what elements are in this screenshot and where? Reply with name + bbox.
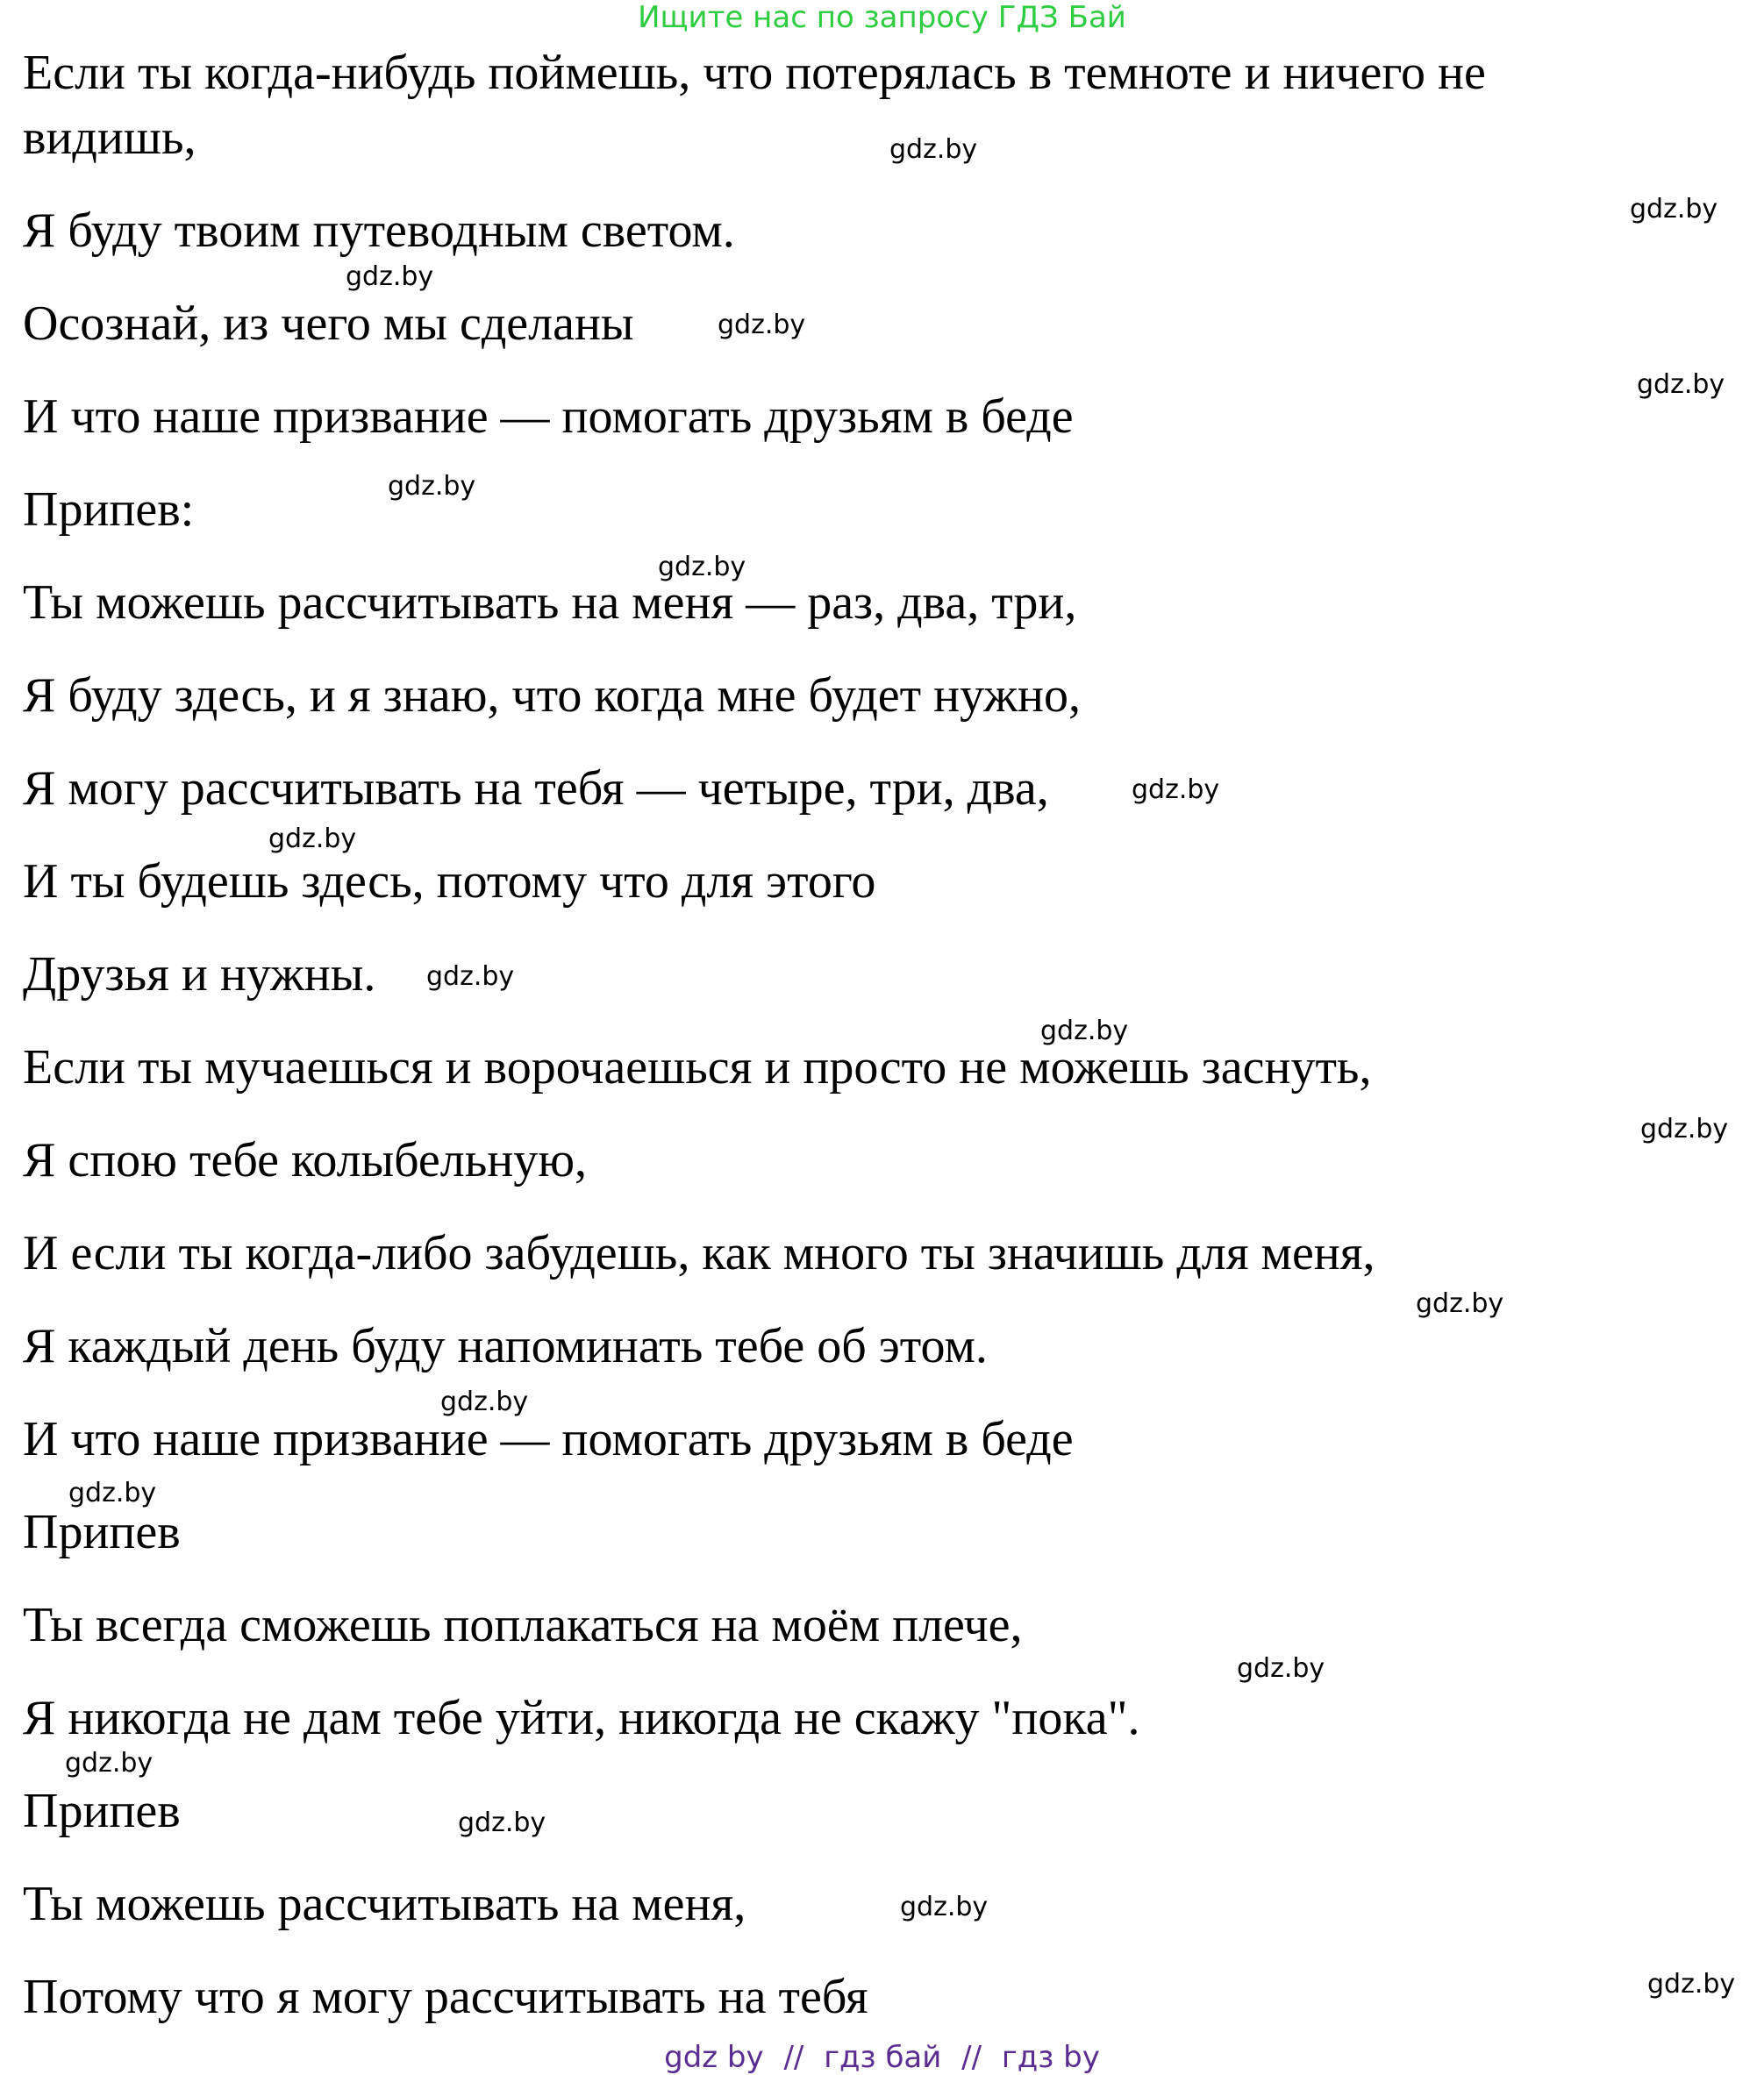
lyric-line: И ты будешь здесь, потому что для этого (23, 854, 876, 909)
watermark-text: gdz.by (1640, 1114, 1729, 1144)
watermark-text: gdz.by (268, 824, 357, 854)
lyric-line: Друзья и нужны. (23, 947, 376, 1002)
lyric-line: видишь, (23, 111, 196, 165)
footer-separator: // (783, 2040, 804, 2075)
lyric-line: Я могу рассчитывать на тебя — четыре, три, два, (23, 761, 1049, 816)
lyric-line: И что наше призвание — помогать друзьям в беде (23, 1412, 1074, 1466)
lyric-line: Ты всегда сможешь поплакаться на моём плече, (23, 1598, 1023, 1652)
lyric-line: Ты можешь рассчитывать на меня — раз, два, три, (23, 575, 1077, 630)
watermark-text: gdz.by (1416, 1288, 1504, 1319)
watermark-text: gdz.by (426, 961, 515, 992)
lyric-line: Я буду твоим путеводным светом. (23, 203, 735, 258)
footer-links (0, 2040, 1764, 2075)
watermark-text: gdz.by (900, 1892, 989, 1922)
footer-link-gdz-by-cyr[interactable]: гдз by (1001, 2040, 1100, 2075)
watermark-text: gdz.by (718, 310, 806, 340)
header-search-hint: Ищите нас по запросу ГДЗ Бай (638, 0, 1126, 35)
lyric-line: Осознай, из чего мы сделаны (23, 296, 634, 351)
lyric-line: И если ты когда-либо забудешь, как много ты значишь для меня, (23, 1226, 1375, 1280)
lyric-line: Припев (23, 1784, 181, 1838)
watermark-text: gdz.by (388, 471, 476, 502)
watermark-text: gdz.by (65, 1748, 154, 1779)
lyric-line: Если ты когда-нибудь поймешь, что потерялась в темноте и ничего не (23, 46, 1486, 100)
footer-separator: // (961, 2040, 982, 2075)
watermark-text: gdz.by (658, 552, 746, 582)
lyric-line: Я буду здесь, и я знаю, что когда мне будет нужно, (23, 668, 1082, 723)
watermark-text: gdz.by (1040, 1016, 1129, 1046)
lyric-line: Припев: (23, 482, 195, 537)
watermark-text: gdz.by (346, 261, 434, 292)
watermark-text: gdz.by (1637, 369, 1725, 400)
watermark-text: gdz.by (440, 1387, 529, 1417)
watermark-text: gdz.by (1647, 1969, 1736, 2000)
lyric-line: Припев (23, 1505, 181, 1559)
lyric-line: И что наше призвание — помогать друзьям в беде (23, 389, 1074, 444)
footer-link-gdz-bay[interactable]: гдз бай (824, 2040, 942, 2075)
lyric-line: Ты можешь рассчитывать на меня, (23, 1877, 746, 1931)
footer-link-gdz-by[interactable]: gdz by (664, 2040, 764, 2075)
watermark-text: gdz.by (1132, 774, 1220, 805)
lyric-line: Я спою тебе колыбельную, (23, 1133, 588, 1187)
lyric-line: Потому что я могу рассчитывать на тебя (23, 1970, 868, 2024)
watermark-text: gdz.by (889, 134, 978, 165)
lyric-line: Я никогда не дам тебе уйти, никогда не скажу "пока". (23, 1691, 1140, 1745)
watermark-text: gdz.by (68, 1478, 157, 1508)
watermark-text: gdz.by (1630, 194, 1718, 225)
watermark-text: gdz.by (1237, 1653, 1325, 1684)
lyric-line: Если ты мучаешься и ворочаешься и просто не можешь заснуть, (23, 1040, 1372, 1095)
watermark-text: gdz.by (458, 1808, 546, 1838)
lyric-line: Я каждый день буду напоминать тебе об этом. (23, 1319, 988, 1373)
